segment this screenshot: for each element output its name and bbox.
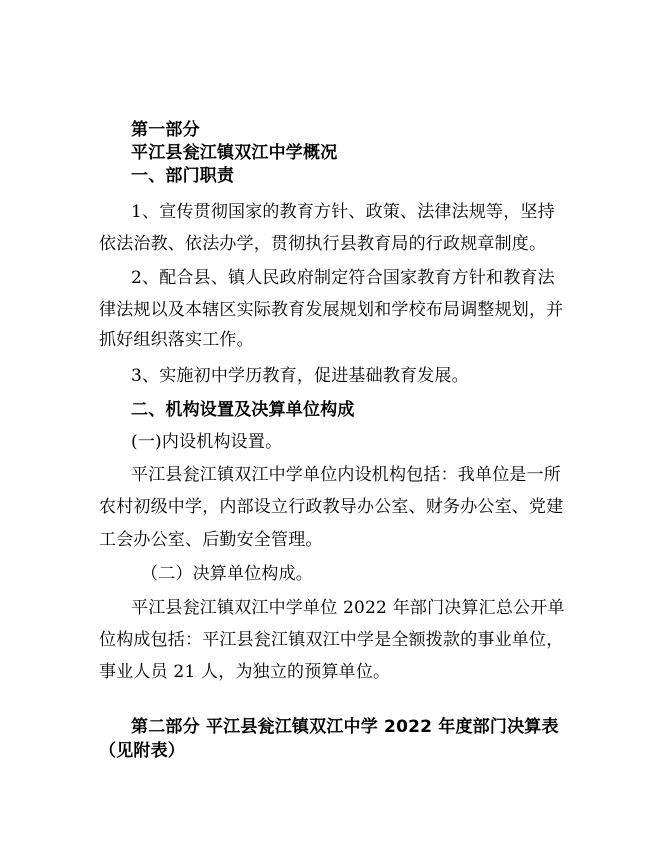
sub1-line-2: 农村初级中学，内部设立行政教导办公室、财务办公室、党建	[99, 497, 564, 517]
part2-title-line-1: 第二部分 平江县瓮江镇双江中学 2022 年度部门决算表	[131, 717, 559, 737]
part1-label: 第一部分	[131, 120, 200, 140]
sub2-line-2: 位构成包括：平江县瓮江镇双江中学是全额拨款的事业单位，	[99, 630, 564, 650]
sub1-line-1: 平江县瓮江镇双江中学单位内设机构包括：我单位是一所	[131, 465, 561, 485]
duty-2-line-1: 2、配合县、镇人民政府制定符合国家教育方针和教育法	[131, 268, 555, 288]
sub2-line-3: 事业人员 21 人，为独立的预算单位。	[99, 662, 391, 682]
sub2-heading: （二）决算单位构成。	[141, 564, 313, 584]
duty-3-line-1: 3、实施初中学历教育，促进基础教育发展。	[131, 366, 469, 386]
section2-heading: 二、机构设置及决算单位构成	[131, 400, 355, 420]
part1-title: 平江县瓮江镇双江中学概况	[131, 143, 338, 163]
duty-2-line-3: 抓好组织落实工作。	[99, 330, 254, 350]
duty-1-line-2: 依法治教、依法办学，贯彻执行县教育局的行政规章制度。	[99, 234, 547, 254]
sub1-heading: (一)内设机构设置。	[131, 432, 283, 452]
section1-heading: 一、部门职责	[131, 166, 235, 186]
duty-1-line-1: 1、宣传贯彻国家的教育方针、政策、法律法规等，坚持	[131, 202, 555, 222]
sub2-line-1: 平江县瓮江镇双江中学单位 2022 年部门决算汇总公开单	[131, 598, 565, 618]
part2-title-line-2: （见附表）	[99, 741, 185, 761]
duty-2-line-2: 律法规以及本辖区实际教育发展规划和学校布局调整规划，并	[99, 300, 564, 320]
sub1-line-3: 工会办公室、后勤安全管理。	[99, 530, 323, 550]
